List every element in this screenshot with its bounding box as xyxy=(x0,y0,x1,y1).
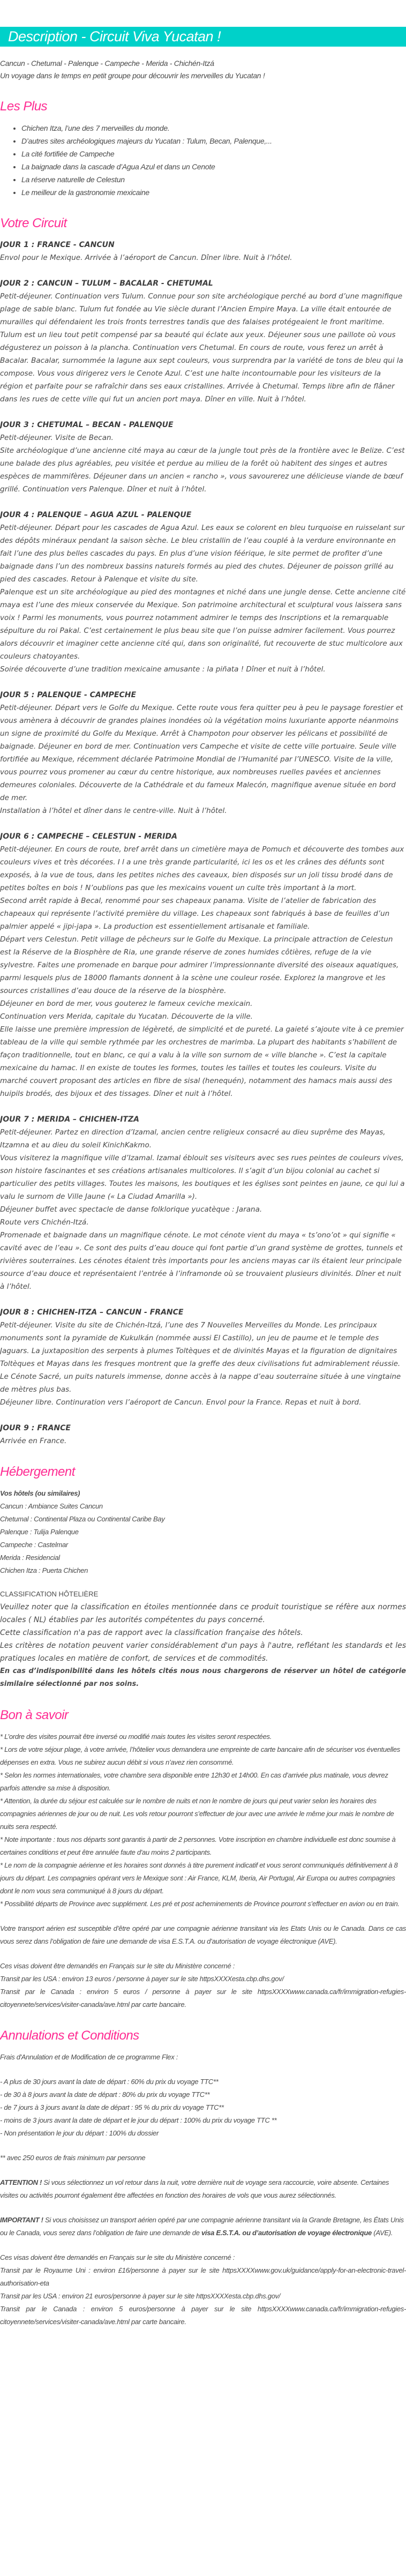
list-item: • La cité fortifiée de Campeche xyxy=(21,147,406,160)
note: * Attention, la durée du séjour est calculée sur le nombre de nuits et non le nombre de jours qui peut varier selon les horaires des compagnies aériennes de jour ou de nuit. Les vols retour pourront s’effectuer de jour avec une arrivée le même jour mais le nombre de nuits sera respecté. xyxy=(0,1797,394,1831)
day-text: Déjeuner en bord de mer, vous gouterez le fameux ceviche mexicain. xyxy=(0,999,253,1008)
day-text: Installation à l’hôtel et dîner dans le centre-ville. Nuit à l’hôtel. xyxy=(0,807,227,815)
hotel-item: Chichen Itza : Puerta Chichen xyxy=(0,1566,88,1574)
day-text: Route vers Chichén-Itzá. xyxy=(0,1218,89,1227)
day-text: Petit-déjeuner. Départ vers le Golfe du Mexique. Cette route vous fera quitter peu à peu le paysage forestier et vous amènera à découvrir de grandes plaines inondées où la végétation moins luxuriante apporte néanmoins un signe de proximité du Golfe du Mexique. Arrêt à Champoton pour observer les pélicans et possibilité de baignade. Déjeuner en bord de mer. Continuation vers Campeche et visite de cette ville portuaire. Seule ville fortifiée au Mexique, récemment déclarée Patrimoine Mondial de l’Humanité par l’UNESCO. Visite de la ville, vous pourrez vous promener au cœur du centre historique, aux nombreuses ruelles pavées et anciennes demeures coloniales. Découverte de la Cathédrale et du fameux Malecón, magnifique avenue située en bord de mer. xyxy=(0,704,403,802)
day-text: Petit-déjeuner. En cours de route, bref arrêt dans un cimetière maya de Pomuch et découverte des tombes aux couleurs vives et très décorées. I l a une très grande particularité, ici les os et les crânes des défunts sont exposés, à la vue de tous, dans les petites niches des caveaux, bien disposés sur un joli tissu brodé dans de petites boîtes en bois ! N’oublions pas que les mexicains vouent un culte très important à la mort. xyxy=(0,845,404,892)
hotel-item: Palenque : Tulija Palenque xyxy=(0,1528,79,1536)
hotels-title: Vos hôtels (ou similaires) xyxy=(0,1489,80,1497)
page-title: Description - Circuit Viva Yucatan ! xyxy=(8,28,221,44)
note: * Lors de votre séjour plage, à votre arrivée, l’hôtelier vous demandera une empreinte de carte bancaire afin de sécuriser vos éventuelles dépenses en extra. Vous ne subirez aucun débit si vous n’avez rien consommé. xyxy=(0,1745,400,1766)
unavailability-note: En cas d’indisponibilité dans les hôtels cités nous nous chargerons de réserver un hôtel de catégorie similaire sélectionné par nos soins. xyxy=(0,1667,406,1688)
day-8 xyxy=(0,1306,406,1409)
hotels-block xyxy=(0,1487,406,1577)
attention-label: ATTENTION ! xyxy=(0,2178,42,2186)
day-text: Vous visiterez la magnifique ville d’Izamal. Izamal éblouit ses visiteurs avec ses rues peintes de couleurs vives, son histoire fascinantes et ses créations artisanales multicolores. Il s’agit d’un bijou colonial au cachet si particulier des petits villages. Toutes les maisons, les boutiques et les églises sont peintes en jaune, ce qui lui a valu le surnom de Ville Jaune (« La Ciudad Amarilla »). xyxy=(0,1154,405,1201)
day-text: Elle laisse une première impression de légèreté, de simplicité et de pureté. La gaieté s’ajoute vite à ce premier tableau de la ville qui semble rythmée par les orchestres de marimba. La plupart des habitants s’habillent de façon traditionnelle, tout en blanc, ce qui a valu à la ville son surnom de « ville blanche ». C’est la capitale mexicaine du hamac. Il en existe de toutes les formes, toutes les tailles et toutes les couleurs. Visite du marché couvert proposant des articles en fibre de sisal (henequén), notamment des hamacs mais aussi des huipils brodés, des bijoux et des tissages. Dîner et nuit à l’hôtel. xyxy=(0,1025,404,1098)
day-text: Déjeuner libre. Continuration vers l’aéroport de Cancun. Envol pour la France. Repas et nuit à bord. xyxy=(0,1398,362,1407)
transit-notice: Votre transport aérien est susceptible d’être opéré par une compagnie aérienne transitant via les Etats Unis ou le Canada. Dans ce cas vous serez dans l’obligation de faire une demande de visa E.S.T.A. ou d’autorisation de voyage électronique (AVE). xyxy=(0,1924,406,1945)
day-text: Petit-déjeuner. Partez en direction d’Izamal, ancien centre religieux consacré au dieu suprême des Mayas, Itzamna et au dieu du soleil KinichKakmo. xyxy=(0,1128,386,1149)
visa-canada: Transit par le Canada : environ 5 euros/personne à payer sur le site httpsXXXXwww.canada.ca/fr/immigration-refugies-citoyennete/services/visiter-canada/ave.html par carte bancaire. xyxy=(0,2305,406,2326)
day-text: Petit-déjeuner. Visite du site de Chichén-Itzá, l’une des 7 Nouvelles Merveilles du Monde. Les principaux monuments sont la pyramide de Kukulkán (nommée aussi El Castillo), un jeu de paume et le temple des Jaguars. La juxtaposition des serpents à plumes Toltèques et de divinités Mayas et la figuration de dignitaires Toltèques et Mayas dans les fresques montrent que la greffe des deux civilisations fut admirablement réussie. Le Cénote Sacré, un puits naturels immense, donne accès à la nappe d’eau souterraine située à une vingtaine de mètres plus bas. xyxy=(0,1321,401,1394)
list-item: • Le meilleur de la gastronomie mexicaine xyxy=(21,186,406,199)
classification-text xyxy=(0,1601,406,1691)
day-text: Petit-déjeuner. Départ pour les cascades de Agua Azul. Les eaux se colorent en bleu turquoise en ruisselant sur des dépôts minéraux pendant la saison sèche. Le bleu cristallin de l’eau couplé à la verdure environnante en fait l’une des plus belles cascades du pays. En plus d’une vision féérique, le site permet de profiter d’une baignade dans l’un des nombreux bassins naturels formés au pied des chutes. Déjeuner de poisson grillé au pied des cascades. Retour à Palenque et visite du site. xyxy=(0,524,405,584)
day-title: JOUR 4 : PALENQUE – AGUA AZUL - PALENQUE xyxy=(0,511,192,519)
list-item: • La réserve naturelle de Celestun xyxy=(21,173,406,186)
section-title-les-plus: Les Plus xyxy=(0,99,48,114)
day-text: Arrivée en France. xyxy=(0,1437,67,1445)
day-text: Déjeuner buffet avec spectacle de danse folklorique yucatèque : Jarana. xyxy=(0,1205,262,1214)
list-item: • D’autres sites archéologiques majeurs du Yucatan : Tulum, Becan, Palenque,... xyxy=(21,135,406,147)
tagline: Un voyage dans le temps en petit groupe pour découvrir les merveilles du Yucatan ! xyxy=(0,71,265,80)
title-banner xyxy=(0,27,406,47)
day-text: Soirée découverte d’une tradition mexicaine amusante : la piñata ! Dîner et nuit à l’hôtel. xyxy=(0,665,326,674)
day-text: Petit-déjeuner. Continuation vers Tulum. Connue pour son site archéologique perché au bord d’une magnifique plage de sable blanc. Tulum fut fondée au Vie siècle durant l’Ancien Empire Maya. La ville était entourée de murailles qui défendaient les trois fronts terrestres tandis que des falaises protégeaient le front maritime. Tulum est un lieu tout petit compensé par sa beauté qui éclate aux yeux. Déjeuner sous une paillote où vous dégusterez un poisson à la plancha. Continuation vers Chetumal. En cours de route, vous ferez un arrêt à Bacalar. Bacalar, surnommée la lagune aux sept couleurs, vous surprendra par la variété de tons de bleu qui la compose. Vous vous dirigerez vers le Cenote Azul. C’est une halte incontournable pour les visiteurs de la région et parfaite pour se rafraîchir dans ses eaux cristallines. Arrivée à Chetumal. Temps libre afin de flâner dans les rues de cette ville qui fut un ancien port maya. Dîner en ville. Nuit à l’hôtel. xyxy=(0,292,403,404)
day-9 xyxy=(0,1422,406,1447)
visa-usa: Transit par les USA : environ 21 euros/personne à payer sur le site httpsXXXXesta.cbp.dhs.gov/ xyxy=(0,2292,281,2300)
day-text: Petit-déjeuner. Visite de Becan. xyxy=(0,434,114,442)
day-title: JOUR 7 : MERIDA – CHICHEN-ITZA xyxy=(0,1115,139,1124)
visa-canada: Transit par le Canada : environ 5 euros / personne à payer sur le site httpsXXXXwww.canada.ca/fr/immigration-refugies-citoyennete/services/visiter-canada/ave.html par carte bancaire. xyxy=(0,1988,406,2008)
classification-paragraph: Les critères de notation peuvent varier considérablement d'un pays à l'autre, reflétant les standards et les pratiques locales en matière de confort, de services et de commodités. xyxy=(0,1641,406,1663)
hotel-item: Chetumal : Continental Plaza ou Continental Caribe Bay xyxy=(0,1515,165,1523)
hotel-item: Campeche : Castelmar xyxy=(0,1541,68,1549)
section-title-circuit: Votre Circuit xyxy=(0,216,67,230)
note: * Selon les normes internationales, votre chambre sera disponible entre 12h30 et 14h00. En cas d’arrivée plus matinale, vous devrez parfois attendre sa mise à disposition. xyxy=(0,1771,388,1792)
day-text: Second arrêt rapide à Becal, renommé pour ses chapeaux panama. Visite de l’atelier de fabrication des chapeaux qui représente l’activité première du village. Les chapeaux sont fabriqués à base de feuilles d’un palmier appelé « jipi-japa ». La production est essentiellement artisanale et familiale. xyxy=(0,897,390,931)
classification-title: CLASSIFICATION HÔTELIÈRE xyxy=(0,1590,99,1598)
section-title-bon-a-savoir: Bon à savoir xyxy=(0,1708,69,1722)
note: * Note importante : tous nos départs sont garantis à partir de 2 personnes. Votre inscription en chambre individuelle est donc soumise à certaines conditions et peut être annulée faute d'au moins 2 participants. xyxy=(0,1835,396,1856)
day-text: Départ vers Celestun. Petit village de pêcheurs sur le Golfe du Mexique. La principale attraction de Celestun est la Réserve de la Biosphère de Ria, une grande réserve de zones humides côtières, refuge de la vie sylvestre. Faites une promenade en barque pour admirer l’impressionnante diversité des oiseaux aquatiques, parmi lesquels plus de 18000 flamants donnent à la scène une couleur rosée. Explorez la mangrove et les sources cristallines d’eau douce de la réserve de la biosphère. xyxy=(0,935,399,995)
les-plus-list xyxy=(0,122,406,199)
classification-paragraph: Veuillez noter que la classification en étoiles mentionnée dans ce produit touristique se réfère aux normes locales ( NL) établies par les autorités compétentes du pays concerné. xyxy=(0,1603,406,1624)
day-title: JOUR 6 : CAMPECHE – CELESTUN - MERIDA xyxy=(0,832,177,841)
bon-a-savoir-block xyxy=(0,1730,406,2011)
list-item: • La baignade dans la cascade d’Agua Azul et dans un Cenote xyxy=(21,160,406,173)
day-7 xyxy=(0,1113,406,1293)
day-title: JOUR 3 : CHETUMAL – BECAN - PALENQUE xyxy=(0,421,174,429)
note: * L’ordre des visites pourrait être inversé ou modifié mais toutes les visites seront respectées. xyxy=(0,1733,272,1741)
day-text: Site archéologique d’une ancienne cité maya au cœur de la jungle tout près de la frontière avec le Belize. C’est une balade des plus agréables, peu visitée et perdue au milieu de la forêt où habitent des singes et autres espèces de mammifères. Déjeuner dans un ancien « rancho », vous savourerez une délicieuse viande de bœuf grillé. Continuation vers Palenque. Dîner et nuit à l’hôtel. xyxy=(0,446,405,494)
intro xyxy=(0,57,406,82)
fee-item: - A plus de 30 jours avant la date de départ : 60% du prix du voyage TTC** xyxy=(0,2078,219,2086)
list-item: • Chichen Itza, l’une des 7 merveilles du monde. xyxy=(21,122,406,135)
annulations-block xyxy=(0,2051,406,2328)
visa-usa: Transit par les USA : environ 13 euros / personne à payer sur le site httpsXXXXesta.cbp.dhs.gov/ xyxy=(0,1975,284,1983)
important-label: IMPORTANT ! xyxy=(0,2216,43,2224)
visa-uk: Transit par le Royaume Uni : environ £16/personne à payer sur le site httpsXXXXwww.gov.uk/guidance/apply-for-an-electronic-travel-authorisation-eta xyxy=(0,2266,406,2287)
note: * Le nom de la compagnie aérienne et les horaires sont donnés à titre purement indicatif et vous seront communiqués définitivement à 8 jours du départ. Les compagnies opérant vers le Mexique sont : Air France, KLM, Iberia, Air Portugal, Air Europa ou autres compagnies dont le nom vous sera communiqué à 8 jours du départ. xyxy=(0,1861,398,1895)
visa-intro: Ces visas doivent être demandés en Français sur le site du Ministère concerné : xyxy=(0,2253,235,2261)
itinerary xyxy=(0,238,406,1447)
day-title: JOUR 5 : PALENQUE - CAMPECHE xyxy=(0,691,137,699)
visa-intro: Ces visas doivent être demandés en Français sur le site du Ministère concerné : xyxy=(0,1962,235,1970)
day-text: Palenque est un site archéologique au pied des montagnes et niché dans une jungle dense. Cette ancienne cité maya est l’une des mieux conservée du Mexique. Son patrimoine architectural et sculptural vous laissera sans voix ! Parmi les monuments, vous pourrez notamment admirer le temps des Inscriptions et la remarquable sépulture du roi Pakal. C’est certainement le plus beau site que l’on puisse admirer facilement. Vous pourrez alors découvrir et imaginer cette ancienne cité qui, dans son originalité, fut recouverte de stuc multicolore aux couleurs chatoyantes. xyxy=(0,588,406,661)
section-title-hebergement: Hébergement xyxy=(0,1465,75,1479)
important-note: IMPORTANT ! Si vous choisissez un transport aérien opéré par une compagnie aérienne transitant via la Grande Bretagne, les États Unis ou le Canada, vous serez dans l’obligation de faire une demande de visa E.S.T.A. ou d’autorisation de voyage électronique (AVE). xyxy=(0,2216,404,2237)
day-title: JOUR 8 : CHICHEN-ITZA – CANCUN - FRANCE xyxy=(0,1308,184,1317)
fee-item: - de 30 à 8 jours avant la date de départ : 80% du prix du voyage TTC** xyxy=(0,2090,210,2099)
day-text: Promenade et baignade dans un magnifique cénote. Le mot cénote vient du maya « ts’ono’ot » qui signifie « cavité avec de l’eau ». Ce sont des puits d’eau douce qui font partie d’un grand système de grottes, tunnels et rivières souterraines. Les cénotes étaient très importants pour les anciens mayas car ils étaient leur principale source d’eau douce et représentaient l’entrée à l’inframonde où se trouvaient plusieurs divinités. Dîner et nuit à l’hôtel. xyxy=(0,1231,403,1291)
note: * Possibilité départs de Province avec supplément. Les pré et post acheminements de Province pourront s’effectuer en avion ou en train. xyxy=(0,1900,400,1908)
route-line: Cancun - Chetumal - Palenque - Campeche - Merida - Chichén-Itzá xyxy=(0,59,214,68)
day-6 xyxy=(0,830,406,1100)
day-1 xyxy=(0,238,406,264)
hotel-item: Merida : Residencial xyxy=(0,1554,60,1562)
day-title: JOUR 9 : FRANCE xyxy=(0,1424,71,1432)
minimum-fee: ** avec 250 euros de frais minimum par personne xyxy=(0,2154,146,2162)
day-4 xyxy=(0,509,406,676)
day-2 xyxy=(0,277,406,406)
day-title: JOUR 2 : CANCUN – TULUM – BACALAR - CHETUMAL xyxy=(0,279,213,288)
section-title-annulations: Annulations et Conditions xyxy=(0,2028,139,2043)
day-3 xyxy=(0,419,406,496)
day-text: Envol pour le Mexique. Arrivée à l’aéroport de Cancun. Dîner libre. Nuit à l’hôtel. xyxy=(0,253,292,262)
annulation-intro: Frais d'Annulation et de Modification de ce programme Flex : xyxy=(0,2053,178,2061)
day-text: Continuation vers Merida, capitale du Yucatan. Découverte de la ville. xyxy=(0,1012,253,1021)
day-5 xyxy=(0,689,406,817)
fee-item: - moins de 3 jours avant la date de départ et le jour du départ : 100% du prix du voyage TTC ** xyxy=(0,2116,277,2124)
day-title: JOUR 1 : FRANCE - CANCUN xyxy=(0,241,115,249)
fee-item: - de 7 jours à 3 jours avant la date de départ : 95 % du prix du voyage TTC** xyxy=(0,2103,224,2111)
fee-item: - Non présentation le jour du départ : 100% du dossier xyxy=(0,2129,159,2137)
classification-paragraph: Cette classification n'a pas de rapport avec la classification française des hôtels. xyxy=(0,1629,303,1637)
hotel-item: Cancun : Ambiance Suites Cancun xyxy=(0,1502,103,1510)
attention-note: ATTENTION ! Si vous sélectionnez un vol retour dans la nuit, votre dernière nuit de voyage sera raccourcie, voire absente. Certaines visites ou activités pourront également être affectées en fonction des horaires de vols que vous aurez sélectionnés. xyxy=(0,2178,389,2199)
